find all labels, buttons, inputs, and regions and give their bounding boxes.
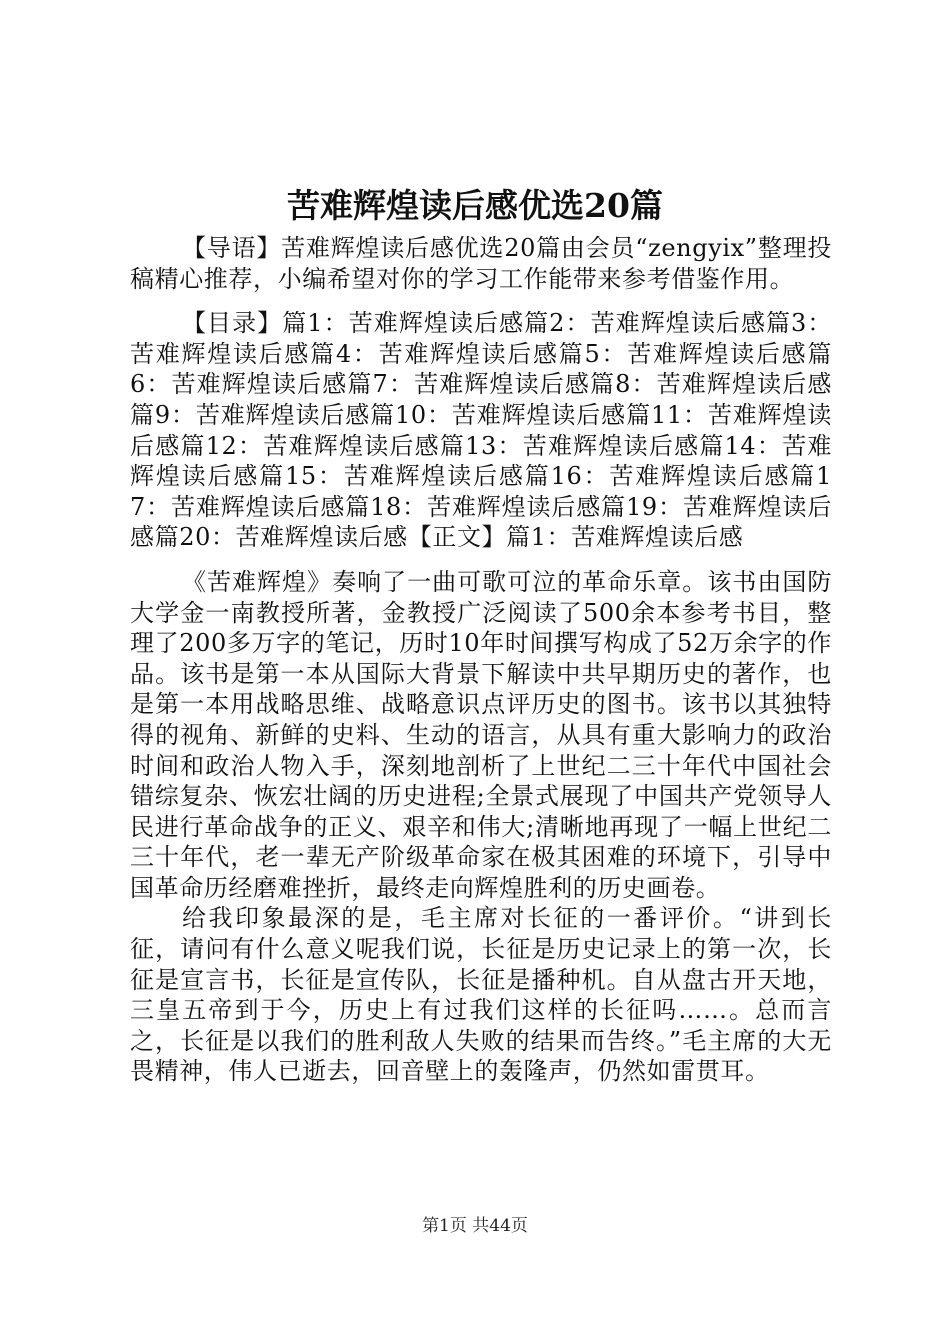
table-of-contents-paragraph: 【目录】篇1：苦难辉煌读后感篇2：苦难辉煌读后感篇3：苦难辉煌读后感篇4：苦难辉煌读后感篇5：苦难辉煌读后感篇6：苦难辉煌读后感篇7：苦难辉煌读后感篇8：苦难辉煌读后感篇9：苦难辉煌读后感篇10：苦难辉煌读后感篇11：苦难辉煌读后感篇12：苦难辉煌读后感篇13：苦难辉煌读后感篇14：苦难辉煌读后感篇15：苦难辉煌读后感篇16：苦难辉煌读后感篇17：苦难辉煌读后感篇18：苦难辉煌读后感篇19：苦难辉煌读后感篇20：苦难辉煌读后感【正文】篇1：苦难辉煌读后感 bbox=[130, 309, 832, 552]
body-paragraph: 给我印象最深的是，毛主席对长征的一番评价。“讲到长征，请问有什么意义呢我们说，长征是历史记录上的第一次，长征是宣言书，长征是宣传队，长征是播种机。自从盘古开天地，三皇五帝到于今，历史上有过我们这样的长征吗……。总而言之，长征是以我们的胜利敌人失败的结果而告终。”毛主席的大无畏精神，伟人已逝去，回音壁上的轰隆声，仍然如雷贯耳。 bbox=[130, 904, 832, 1086]
intro-paragraph: 【导语】苦难辉煌读后感优选20篇由会员“zengyix”整理投稿精心推荐，小编希望对你的学习工作能带来参考借鉴作用。 bbox=[130, 234, 832, 293]
document-body bbox=[130, 233, 832, 1087]
document-title: 苦难辉煌读后感优选20篇 bbox=[287, 186, 663, 225]
body-paragraph: 《苦难辉煌》奏响了一曲可歌可泣的革命乐章。该书由国防大学金一南教授所著，金教授广泛阅读了500余本参考书目，整理了200多万字的笔记，历时10年时间撰写构成了52万余字的作品。该书是第一本从国际大背景下解读中共早期历史的著作，也是第一本用战略思维、战略意识点评历史的图书。该书以其独特得的视角、新鲜的史料、生动的语言，从具有重大影响力的政治时间和政治人物入手，深刻地剖析了上世纪二三十年代中国社会错综复杂、恢宏壮阔的历史进程;全景式展现了中国共产党领导人民进行革命战争的正义、艰辛和伟大;清晰地再现了一幅上世纪二三十年代，老一辈无产阶级革命家在极其困难的环境下，引导中国革命历经磨难挫折，最终走向辉煌胜利的历史画卷。 bbox=[130, 567, 832, 902]
page-number-footer: 第1页 共44页 bbox=[422, 1216, 528, 1236]
